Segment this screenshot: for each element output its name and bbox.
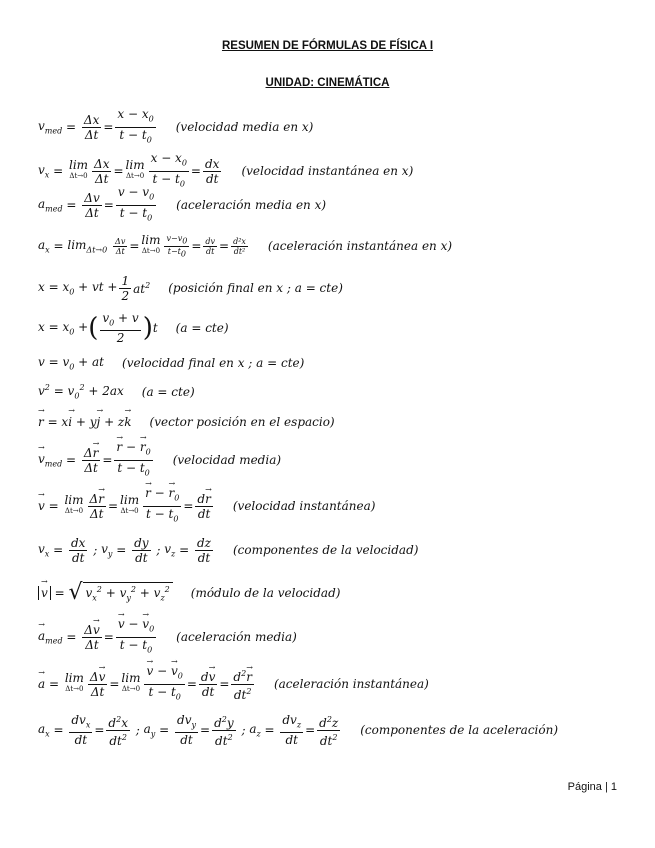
desc-vmod: (módulo de la velocidad) bbox=[190, 586, 341, 600]
formula-vmed: $v_{med}$ = $\frac{\Delta x}{\Delta t}$ = $\frac{x - x_0}{t - t_0}$ (velocidad media en x) bbox=[38, 107, 314, 144]
formula-acomp: $a_x$ = $\frac{dv_x}{dt}$ = $\frac{d^2x}{dt^2}$ ; $a_y$ = $\frac{dv_y}{dt}$ = $\frac{d^2y}{dt^2}$ ; $a_z$ = $\frac{dv_z}{dt}$ = $\frac{d^2z}{dt^2}$ (componentes de la aceleración) bbox=[38, 712, 559, 748]
document-title: RESUMEN DE FÓRMULAS DE FÍSICA I bbox=[221, 40, 434, 52]
formula-xpos: $x = x_0$ + vt + $\frac{1}{2}$ $at^2$ (posición final en x ; a = cte) bbox=[38, 273, 343, 303]
formula-vfinal: $v = v_0$ + at (velocidad final en x ; a = cte) bbox=[38, 354, 305, 372]
formula-amedvec: → $a_{med}$ = $\frac{\Delta\to v}{\Delta t}$ = → $\frac{v - \to v_0}{t - t_0}$ (aceleración media) bbox=[38, 620, 297, 654]
desc-v2: (a = cte) bbox=[141, 385, 195, 399]
desc-amedvec: (aceleración media) bbox=[176, 630, 297, 644]
desc-vinst: (velocidad instantánea) bbox=[232, 499, 376, 513]
desc-vcomp: (componentes de la velocidad) bbox=[232, 543, 419, 557]
formula-vx: $v_x$ = lim Δt→0 $\frac{\Delta x}{\Delta t}$ = lim Δt→0 $\frac{x - x_0}{t - t_0}$ = $\frac{dx}{dt}$ (velocidad instantánea en x) bbox=[38, 151, 414, 188]
page-number: Página | 1 bbox=[567, 781, 617, 793]
desc-vx: (velocidad instantánea en x) bbox=[241, 164, 414, 178]
formula-ainst: → a = lim Δt→0 $\frac{\Delta\to v}{\Delta t}$ = lim Δt→0 → $\frac{v - \to v_0}{t - t_0}$ = $\frac{d\to v}{dt}$ = $\frac{d^2\to r}{dt^2}$ (aceleración instantánea) bbox=[38, 667, 429, 701]
desc-vfinal: (velocidad final en x ; a = cte) bbox=[122, 356, 305, 370]
formula-vcomp: $v_x$ = $\frac{dx}{dt}$ ; $v_y$ = $\frac{dy}{dt}$ ; $v_z$ = $\frac{dz}{dt}$ (componentes de la velocidad) bbox=[38, 535, 419, 565]
desc-vmedvec: (velocidad media) bbox=[172, 453, 282, 467]
formula-vmod: → v = √ $v_x^2 + v_y^2 + v_z^2$ (módulo de la velocidad) bbox=[38, 576, 340, 610]
formula-rvec: → r = x→ i + y→ j + z→ k (vector posición en el espacio) bbox=[38, 405, 335, 439]
desc-rvec: (vector posición en el espacio) bbox=[149, 415, 335, 429]
formula-v2: $v^2 = v_0^2 + 2ax$ (a = cte) bbox=[38, 383, 195, 401]
desc-amed: (aceleración media en x) bbox=[176, 198, 327, 212]
desc-vmed: (velocidad media en x) bbox=[175, 120, 314, 134]
formula-ax: $a_x$ = $\lim_{\Delta t\to 0}$ $\frac{\Delta v}{\Delta t}$ = lim Δt→0 $\frac{v-v_0}{t-t_0}$ = $\frac{dv}{dt}$ = $\frac{\text{d²x}}{\text{dt²}}$ (aceleración instantánea en x) bbox=[38, 233, 453, 259]
formula-vmedvec: → $v_{med}$ = $\frac{\Delta\to r}{\Delta t}$ = → $\frac{r - \to r_0}{t - t_0}$ (velocidad media) bbox=[38, 443, 281, 477]
desc-acomp: (componentes de la aceleración) bbox=[360, 723, 559, 737]
unit-heading: UNIDAD: CINEMÁTICA bbox=[265, 77, 390, 89]
desc-ainst: (aceleración instantánea) bbox=[273, 677, 429, 691]
formula-vinst: → v = lim Δt→0 $\frac{\Delta\to r}{\Delta t}$ = lim Δt→0 → $\frac{r - \to r_0}{t - t_0}$ = $\frac{d\to r}{dt}$ (velocidad instantánea) bbox=[38, 489, 375, 523]
formula-xpos2: $x = x_0$ + ( $\frac{v_0 + v}{2}$ ) t (a = cte) bbox=[38, 310, 229, 346]
formula-amed: $a_{med}$ = $\frac{\Delta v}{\Delta t}$ = $\frac{v - v_0}{t - t_0}$ (aceleración media en x) bbox=[38, 185, 327, 222]
desc-xpos2: (a = cte) bbox=[175, 321, 229, 335]
desc-xpos: (posición final en x ; a = cte) bbox=[168, 281, 343, 295]
desc-ax: (aceleración instantánea en x) bbox=[267, 239, 453, 253]
